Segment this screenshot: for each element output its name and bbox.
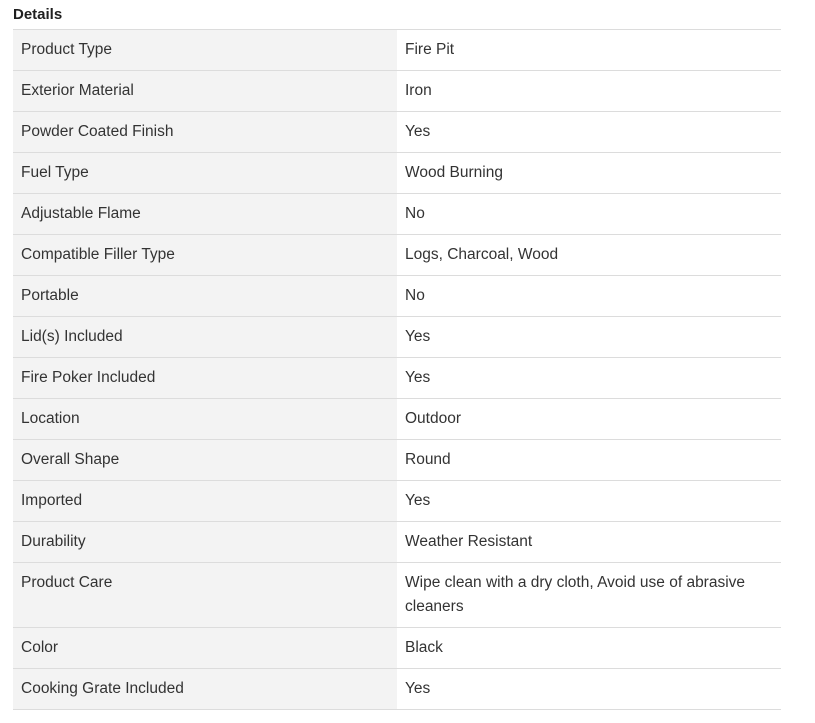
spec-label: Product Care: [13, 563, 397, 628]
spec-label: Portable: [13, 276, 397, 317]
spec-value: Black: [397, 628, 781, 669]
spec-value: Weather Resistant: [397, 522, 781, 563]
table-row: [13, 628, 781, 669]
spec-value: Yes: [397, 481, 781, 522]
spec-label: Exterior Material: [13, 71, 397, 112]
spec-value: Iron: [397, 71, 781, 112]
details-heading: Details: [13, 6, 63, 23]
table-row: [13, 358, 781, 399]
table-row: [13, 276, 781, 317]
table-row: [13, 71, 781, 112]
table-row: [13, 30, 781, 71]
spec-value: Round: [397, 440, 781, 481]
spec-value: Yes: [397, 112, 781, 153]
spec-label: Powder Coated Finish: [13, 112, 397, 153]
spec-label: Location: [13, 399, 397, 440]
table-row: [13, 440, 781, 481]
spec-value: Yes: [397, 669, 781, 710]
spec-label: Lid(s) Included: [13, 317, 397, 358]
spec-label: Overall Shape: [13, 440, 397, 481]
table-row: [13, 153, 781, 194]
spec-label: Adjustable Flame: [13, 194, 397, 235]
spec-label: Fuel Type: [13, 153, 397, 194]
spec-label: Imported: [13, 481, 397, 522]
table-row: [13, 112, 781, 153]
spec-label: Cooking Grate Included: [13, 669, 397, 710]
table-row: [13, 235, 781, 276]
table-row: [13, 522, 781, 563]
spec-label: Durability: [13, 522, 397, 563]
table-row: [13, 563, 781, 628]
spec-value: Yes: [397, 317, 781, 358]
table-row: [13, 481, 781, 522]
spec-value: Outdoor: [397, 399, 781, 440]
spec-value: Wood Burning: [397, 153, 781, 194]
spec-label: Compatible Filler Type: [13, 235, 397, 276]
spec-value: No: [397, 194, 781, 235]
spec-label: Color: [13, 628, 397, 669]
specifications-table: [13, 29, 781, 710]
spec-label: Product Type: [13, 30, 397, 71]
spec-value: No: [397, 276, 781, 317]
table-row: [13, 317, 781, 358]
table-row: [13, 194, 781, 235]
spec-value: Yes: [397, 358, 781, 399]
table-row: [13, 399, 781, 440]
table-row: [13, 669, 781, 710]
spec-label: Fire Poker Included: [13, 358, 397, 399]
spec-value: Fire Pit: [397, 30, 781, 71]
spec-value: Logs, Charcoal, Wood: [397, 235, 781, 276]
spec-value: Wipe clean with a dry cloth, Avoid use of abrasive cleaners: [397, 563, 781, 628]
